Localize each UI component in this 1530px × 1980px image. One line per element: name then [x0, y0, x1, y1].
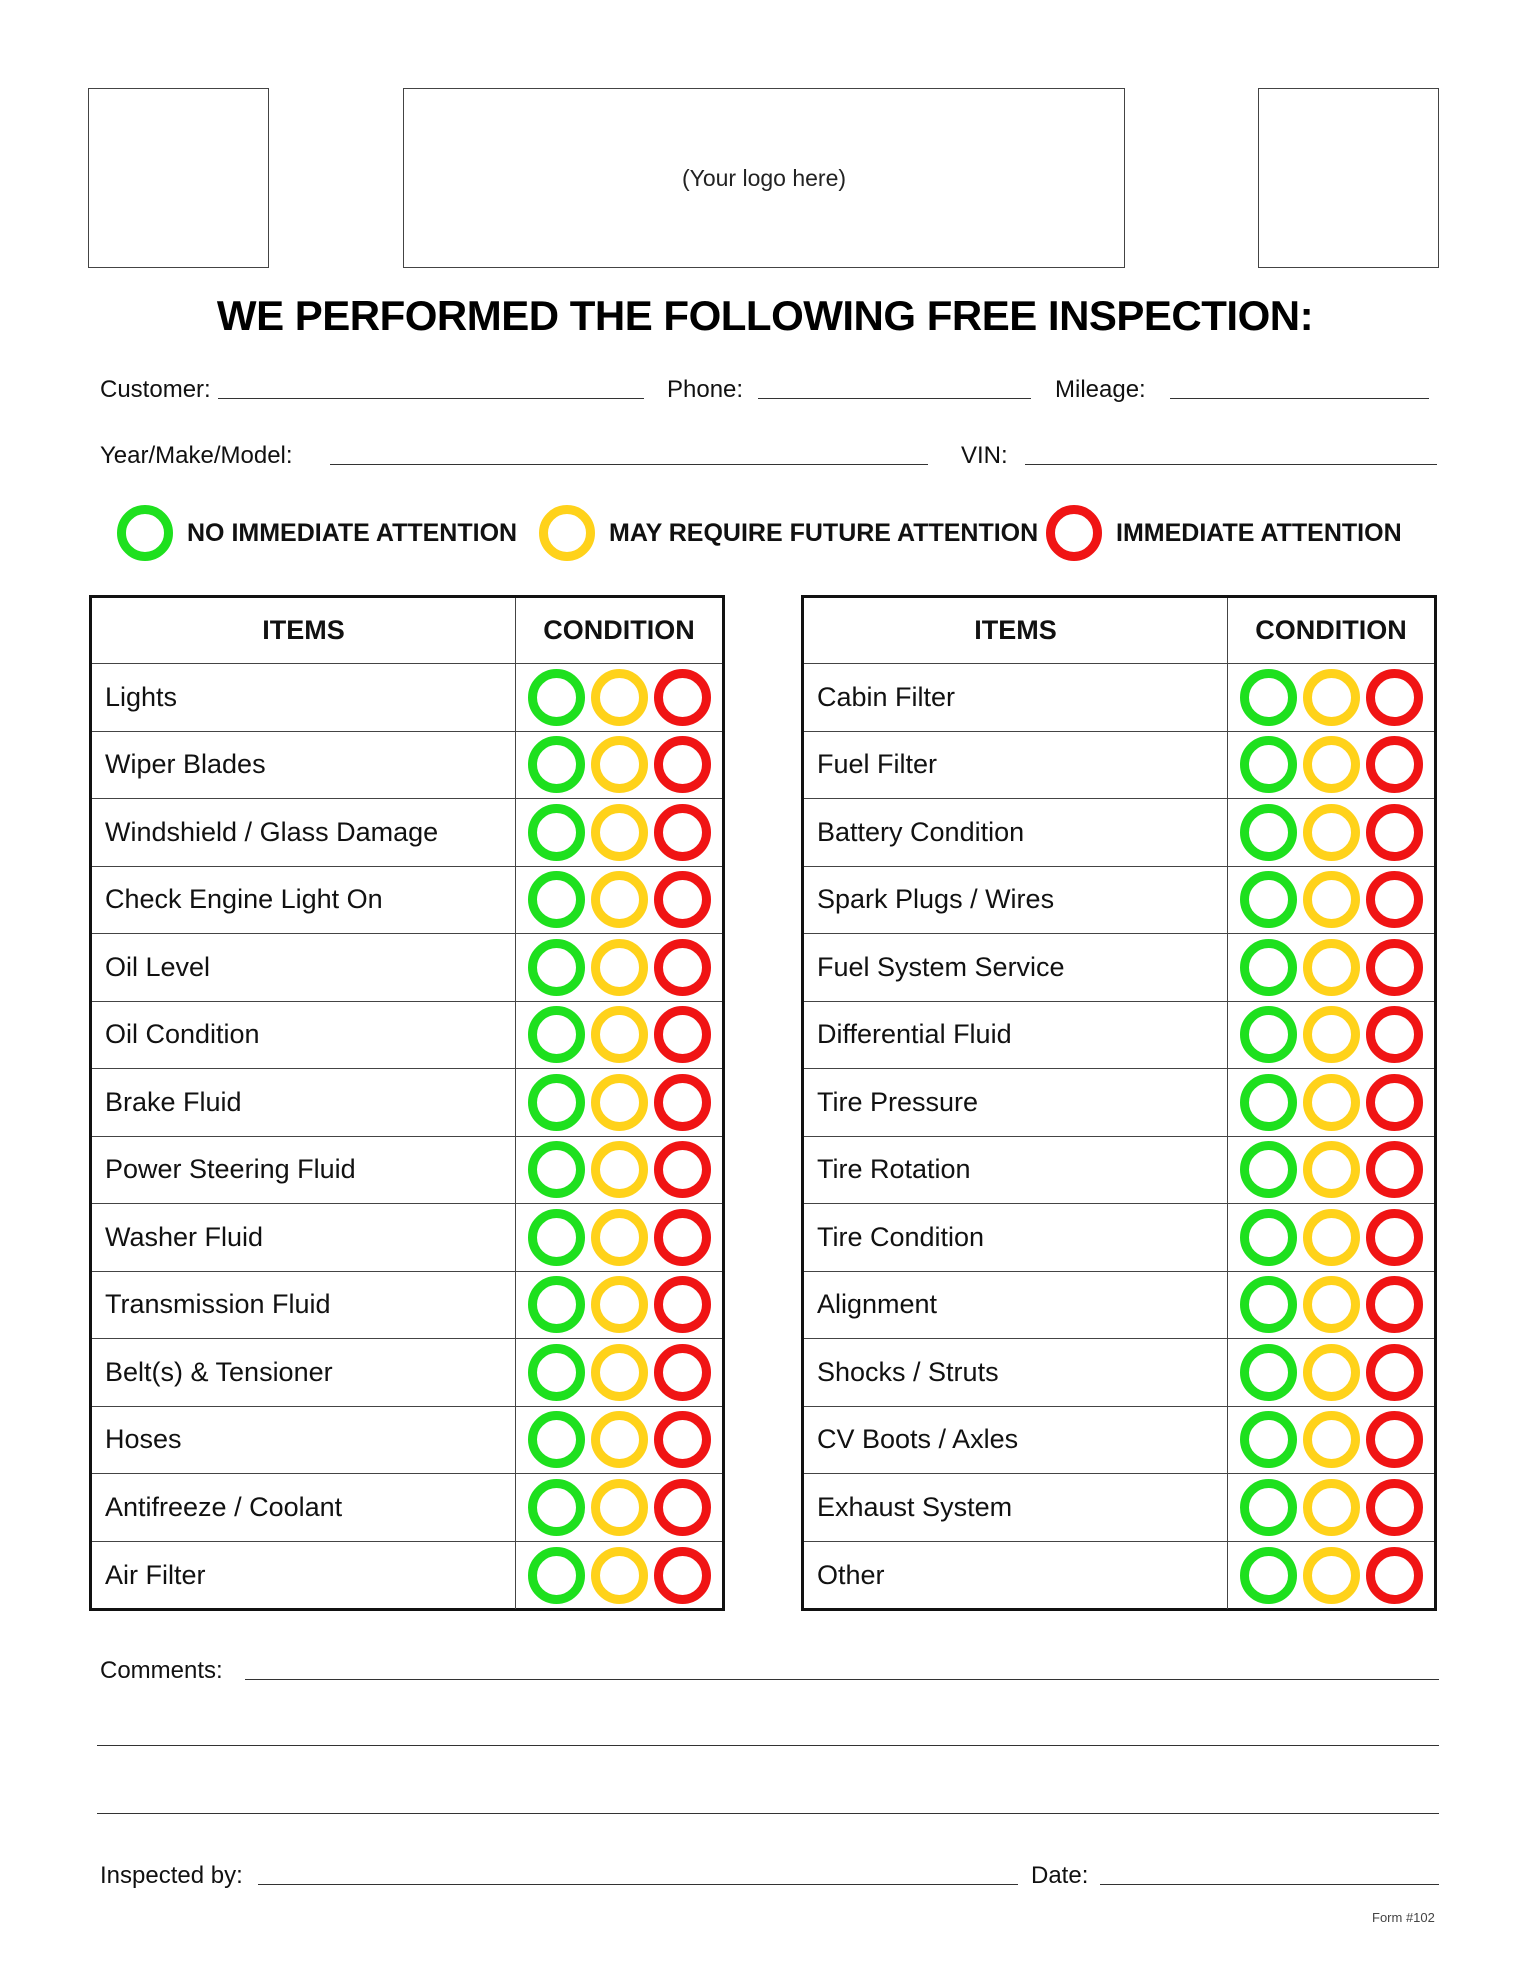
- item-label: Washer Fluid: [92, 1204, 516, 1271]
- yellow-circle-icon[interactable]: [591, 1547, 648, 1604]
- table-row: [92, 664, 722, 732]
- item-label: Tire Rotation: [804, 1137, 1228, 1204]
- green-circle-icon[interactable]: [1240, 1074, 1297, 1131]
- yellow-circle-icon[interactable]: [1303, 1479, 1360, 1536]
- red-circle-icon[interactable]: [1366, 1209, 1423, 1266]
- yellow-circle-icon[interactable]: [1303, 804, 1360, 861]
- yellow-circle-icon[interactable]: [1303, 1276, 1360, 1333]
- green-circle-icon[interactable]: [528, 871, 585, 928]
- green-circle-icon[interactable]: [528, 1141, 585, 1198]
- table-row: [92, 799, 722, 867]
- table-row: [804, 1204, 1434, 1272]
- item-label: Lights: [92, 664, 516, 731]
- condition-cell: [1228, 934, 1434, 1001]
- condition-cell: [516, 664, 722, 731]
- green-circle-icon[interactable]: [1240, 1547, 1297, 1604]
- legend-yellow: [539, 505, 1038, 561]
- red-circle-icon[interactable]: [654, 1209, 711, 1266]
- item-label: Wiper Blades: [92, 732, 516, 799]
- table-row: [92, 1069, 722, 1137]
- red-circle-icon[interactable]: [1366, 1276, 1423, 1333]
- yellow-circle-icon[interactable]: [1303, 669, 1360, 726]
- condition-cell: [1228, 1407, 1434, 1474]
- yellow-circle-icon[interactable]: [591, 1411, 648, 1468]
- red-circle-icon[interactable]: [654, 1141, 711, 1198]
- condition-cell: [516, 799, 722, 866]
- green-circle-icon[interactable]: [528, 1547, 585, 1604]
- condition-cell: [516, 1339, 722, 1406]
- item-label: Shocks / Struts: [804, 1339, 1228, 1406]
- yellow-circle-icon[interactable]: [1303, 1547, 1360, 1604]
- comments-field-line-3[interactable]: [97, 1813, 1439, 1814]
- item-label: Alignment: [804, 1272, 1228, 1339]
- table-row: [804, 1272, 1434, 1340]
- table-row: [804, 1474, 1434, 1542]
- red-circle-icon[interactable]: [1366, 871, 1423, 928]
- phone-field[interactable]: [758, 398, 1031, 399]
- red-circle-icon[interactable]: [654, 1276, 711, 1333]
- year-make-model-field[interactable]: [330, 464, 928, 465]
- item-label: Windshield / Glass Damage: [92, 799, 516, 866]
- item-label: Fuel Filter: [804, 732, 1228, 799]
- condition-cell: [1228, 1002, 1434, 1069]
- red-circle-icon[interactable]: [1366, 1141, 1423, 1198]
- date-field[interactable]: [1100, 1884, 1439, 1885]
- green-circle-icon[interactable]: [528, 804, 585, 861]
- green-circle-icon[interactable]: [528, 1209, 585, 1266]
- item-label: Spark Plugs / Wires: [804, 867, 1228, 934]
- table-row: [804, 934, 1434, 1002]
- logo-box-right: [1258, 88, 1439, 268]
- item-label: Tire Pressure: [804, 1069, 1228, 1136]
- yellow-circle-icon: [539, 505, 595, 561]
- table-row: [92, 1407, 722, 1475]
- inspected-by-field[interactable]: [258, 1884, 1018, 1885]
- vin-field[interactable]: [1025, 464, 1437, 465]
- legend-green-label: NO IMMEDIATE ATTENTION: [187, 518, 518, 547]
- condition-cell: [1228, 867, 1434, 934]
- table-row: [92, 732, 722, 800]
- condition-header: CONDITION: [1255, 615, 1407, 645]
- condition-cell: [516, 1069, 722, 1136]
- red-circle-icon[interactable]: [1366, 1411, 1423, 1468]
- legend-yellow-label: MAY REQUIRE FUTURE ATTENTION: [609, 518, 1039, 547]
- item-label: Exhaust System: [804, 1474, 1228, 1541]
- item-label: Oil Level: [92, 934, 516, 1001]
- condition-header: CONDITION: [543, 615, 695, 645]
- items-header: ITEMS: [804, 598, 1228, 663]
- yellow-circle-icon[interactable]: [591, 871, 648, 928]
- yellow-circle-icon[interactable]: [1303, 1209, 1360, 1266]
- green-circle-icon[interactable]: [1240, 736, 1297, 793]
- customer-field[interactable]: [218, 398, 644, 399]
- item-label: Antifreeze / Coolant: [92, 1474, 516, 1541]
- green-circle-icon[interactable]: [528, 1276, 585, 1333]
- table-row: [804, 1339, 1434, 1407]
- red-circle-icon[interactable]: [1366, 1074, 1423, 1131]
- condition-cell: [516, 732, 722, 799]
- red-circle-icon[interactable]: [654, 1411, 711, 1468]
- yellow-circle-icon[interactable]: [591, 736, 648, 793]
- logo-placeholder-box: [403, 88, 1125, 268]
- condition-cell: [516, 934, 722, 1001]
- condition-cell: [516, 1474, 722, 1541]
- green-circle-icon[interactable]: [1240, 1411, 1297, 1468]
- green-circle-icon[interactable]: [528, 1411, 585, 1468]
- green-circle-icon[interactable]: [528, 736, 585, 793]
- inspection-table-left: [89, 595, 725, 1611]
- yellow-circle-icon[interactable]: [591, 1074, 648, 1131]
- mileage-field[interactable]: [1170, 398, 1429, 399]
- red-circle-icon[interactable]: [654, 736, 711, 793]
- items-header: ITEMS: [92, 598, 516, 663]
- table-row: [804, 1002, 1434, 1070]
- condition-cell: [1228, 732, 1434, 799]
- yellow-circle-icon[interactable]: [1303, 1344, 1360, 1401]
- green-circle-icon[interactable]: [1240, 1141, 1297, 1198]
- table-row: [92, 1204, 722, 1272]
- green-circle-icon[interactable]: [528, 1479, 585, 1536]
- yellow-circle-icon[interactable]: [1303, 1006, 1360, 1063]
- condition-cell: [516, 1407, 722, 1474]
- comments-field-line-1[interactable]: [245, 1679, 1439, 1680]
- red-circle-icon[interactable]: [1366, 804, 1423, 861]
- green-circle-icon[interactable]: [1240, 1344, 1297, 1401]
- form-title: WE PERFORMED THE FOLLOWING FREE INSPECTION:: [216, 292, 1314, 339]
- legend-green: [117, 505, 517, 561]
- green-circle-icon[interactable]: [528, 669, 585, 726]
- item-label: Other: [804, 1542, 1228, 1610]
- red-circle-icon[interactable]: [654, 669, 711, 726]
- date-label: Date:: [1031, 1862, 1089, 1889]
- condition-cell: [1228, 1272, 1434, 1339]
- condition-cell: [1228, 1204, 1434, 1271]
- red-circle-icon[interactable]: [1366, 1479, 1423, 1536]
- red-circle-icon[interactable]: [1366, 939, 1423, 996]
- condition-cell: [1228, 1069, 1434, 1136]
- item-label: Differential Fluid: [804, 1002, 1228, 1069]
- yellow-circle-icon[interactable]: [591, 1276, 648, 1333]
- item-label: Transmission Fluid: [92, 1272, 516, 1339]
- customer-label: Customer:: [100, 376, 211, 403]
- yellow-circle-icon[interactable]: [591, 669, 648, 726]
- condition-cell: [516, 1542, 722, 1610]
- table-row: [804, 1069, 1434, 1137]
- table-row: [92, 1272, 722, 1340]
- phone-label: Phone:: [667, 376, 744, 403]
- comments-label: Comments:: [100, 1657, 223, 1684]
- table-row: [92, 1002, 722, 1070]
- red-circle-icon[interactable]: [1366, 1344, 1423, 1401]
- item-label: Air Filter: [92, 1542, 516, 1610]
- item-label: Power Steering Fluid: [92, 1137, 516, 1204]
- green-circle-icon[interactable]: [1240, 1209, 1297, 1266]
- red-circle-icon[interactable]: [654, 1547, 711, 1604]
- year-make-model-label: Year/Make/Model:: [100, 442, 293, 469]
- table-row: [804, 1407, 1434, 1475]
- green-circle-icon[interactable]: [1240, 1276, 1297, 1333]
- legend-red-label: IMMEDIATE ATTENTION: [1116, 518, 1402, 547]
- green-circle-icon[interactable]: [1240, 804, 1297, 861]
- red-circle-icon[interactable]: [654, 1344, 711, 1401]
- item-label: Battery Condition: [804, 799, 1228, 866]
- logo-placeholder-text: (Your logo here): [681, 164, 847, 191]
- item-label: Oil Condition: [92, 1002, 516, 1069]
- green-circle-icon[interactable]: [528, 1074, 585, 1131]
- yellow-circle-icon[interactable]: [1303, 871, 1360, 928]
- table-row: [804, 799, 1434, 867]
- item-label: Hoses: [92, 1407, 516, 1474]
- item-label: Check Engine Light On: [92, 867, 516, 934]
- yellow-circle-icon[interactable]: [1303, 1141, 1360, 1198]
- condition-cell: [1228, 799, 1434, 866]
- green-circle-icon: [117, 505, 173, 561]
- comments-field-line-2[interactable]: [97, 1745, 1439, 1746]
- yellow-circle-icon[interactable]: [591, 1141, 648, 1198]
- green-circle-icon[interactable]: [528, 1006, 585, 1063]
- table-header: [804, 598, 1434, 664]
- condition-cell: [1228, 1339, 1434, 1406]
- yellow-circle-icon[interactable]: [1303, 939, 1360, 996]
- condition-cell: [1228, 664, 1434, 731]
- yellow-circle-icon[interactable]: [591, 1344, 648, 1401]
- red-circle-icon[interactable]: [654, 1006, 711, 1063]
- yellow-circle-icon[interactable]: [1303, 1411, 1360, 1468]
- green-circle-icon[interactable]: [528, 939, 585, 996]
- yellow-circle-icon[interactable]: [591, 1209, 648, 1266]
- logo-box-left: [88, 88, 269, 268]
- green-circle-icon[interactable]: [1240, 871, 1297, 928]
- table-row: [92, 867, 722, 935]
- green-circle-icon[interactable]: [528, 1344, 585, 1401]
- item-label: Brake Fluid: [92, 1069, 516, 1136]
- condition-cell: [1228, 1542, 1434, 1610]
- table-row: [92, 1339, 722, 1407]
- red-circle-icon[interactable]: [1366, 1547, 1423, 1604]
- red-circle-icon[interactable]: [654, 804, 711, 861]
- item-label: Fuel System Service: [804, 934, 1228, 1001]
- green-circle-icon[interactable]: [1240, 939, 1297, 996]
- red-circle-icon[interactable]: [1366, 1006, 1423, 1063]
- table-row: [92, 1542, 722, 1610]
- item-label: CV Boots / Axles: [804, 1407, 1228, 1474]
- inspected-by-label: Inspected by:: [100, 1862, 243, 1889]
- table-row: [92, 1137, 722, 1205]
- inspection-table-right: [801, 595, 1437, 1611]
- green-circle-icon[interactable]: [1240, 1006, 1297, 1063]
- red-circle-icon[interactable]: [654, 939, 711, 996]
- condition-cell: [1228, 1474, 1434, 1541]
- red-circle-icon[interactable]: [654, 871, 711, 928]
- table-row: [804, 732, 1434, 800]
- table-header: [92, 598, 722, 664]
- table-row: [804, 664, 1434, 732]
- yellow-circle-icon[interactable]: [1303, 1074, 1360, 1131]
- yellow-circle-icon[interactable]: [591, 1006, 648, 1063]
- form-number: Form #102: [1372, 1910, 1435, 1925]
- vin-label: VIN:: [961, 442, 1008, 469]
- item-label: Tire Condition: [804, 1204, 1228, 1271]
- item-label: Belt(s) & Tensioner: [92, 1339, 516, 1406]
- condition-cell: [516, 1002, 722, 1069]
- table-row: [92, 934, 722, 1002]
- green-circle-icon[interactable]: [1240, 669, 1297, 726]
- red-circle-icon[interactable]: [1366, 669, 1423, 726]
- table-row: [804, 1542, 1434, 1610]
- condition-cell: [516, 1137, 722, 1204]
- condition-cell: [516, 867, 722, 934]
- green-circle-icon[interactable]: [1240, 1479, 1297, 1536]
- table-row: [92, 1474, 722, 1542]
- yellow-circle-icon[interactable]: [1303, 736, 1360, 793]
- table-row: [804, 1137, 1434, 1205]
- condition-cell: [516, 1204, 722, 1271]
- red-circle-icon[interactable]: [1366, 736, 1423, 793]
- red-circle-icon[interactable]: [654, 1074, 711, 1131]
- red-circle-icon[interactable]: [654, 1479, 711, 1536]
- condition-cell: [1228, 1137, 1434, 1204]
- legend-red: [1046, 505, 1402, 561]
- mileage-label: Mileage:: [1055, 376, 1146, 403]
- table-row: [804, 867, 1434, 935]
- yellow-circle-icon[interactable]: [591, 939, 648, 996]
- yellow-circle-icon[interactable]: [591, 1479, 648, 1536]
- item-label: Cabin Filter: [804, 664, 1228, 731]
- red-circle-icon: [1046, 505, 1102, 561]
- condition-cell: [516, 1272, 722, 1339]
- yellow-circle-icon[interactable]: [591, 804, 648, 861]
